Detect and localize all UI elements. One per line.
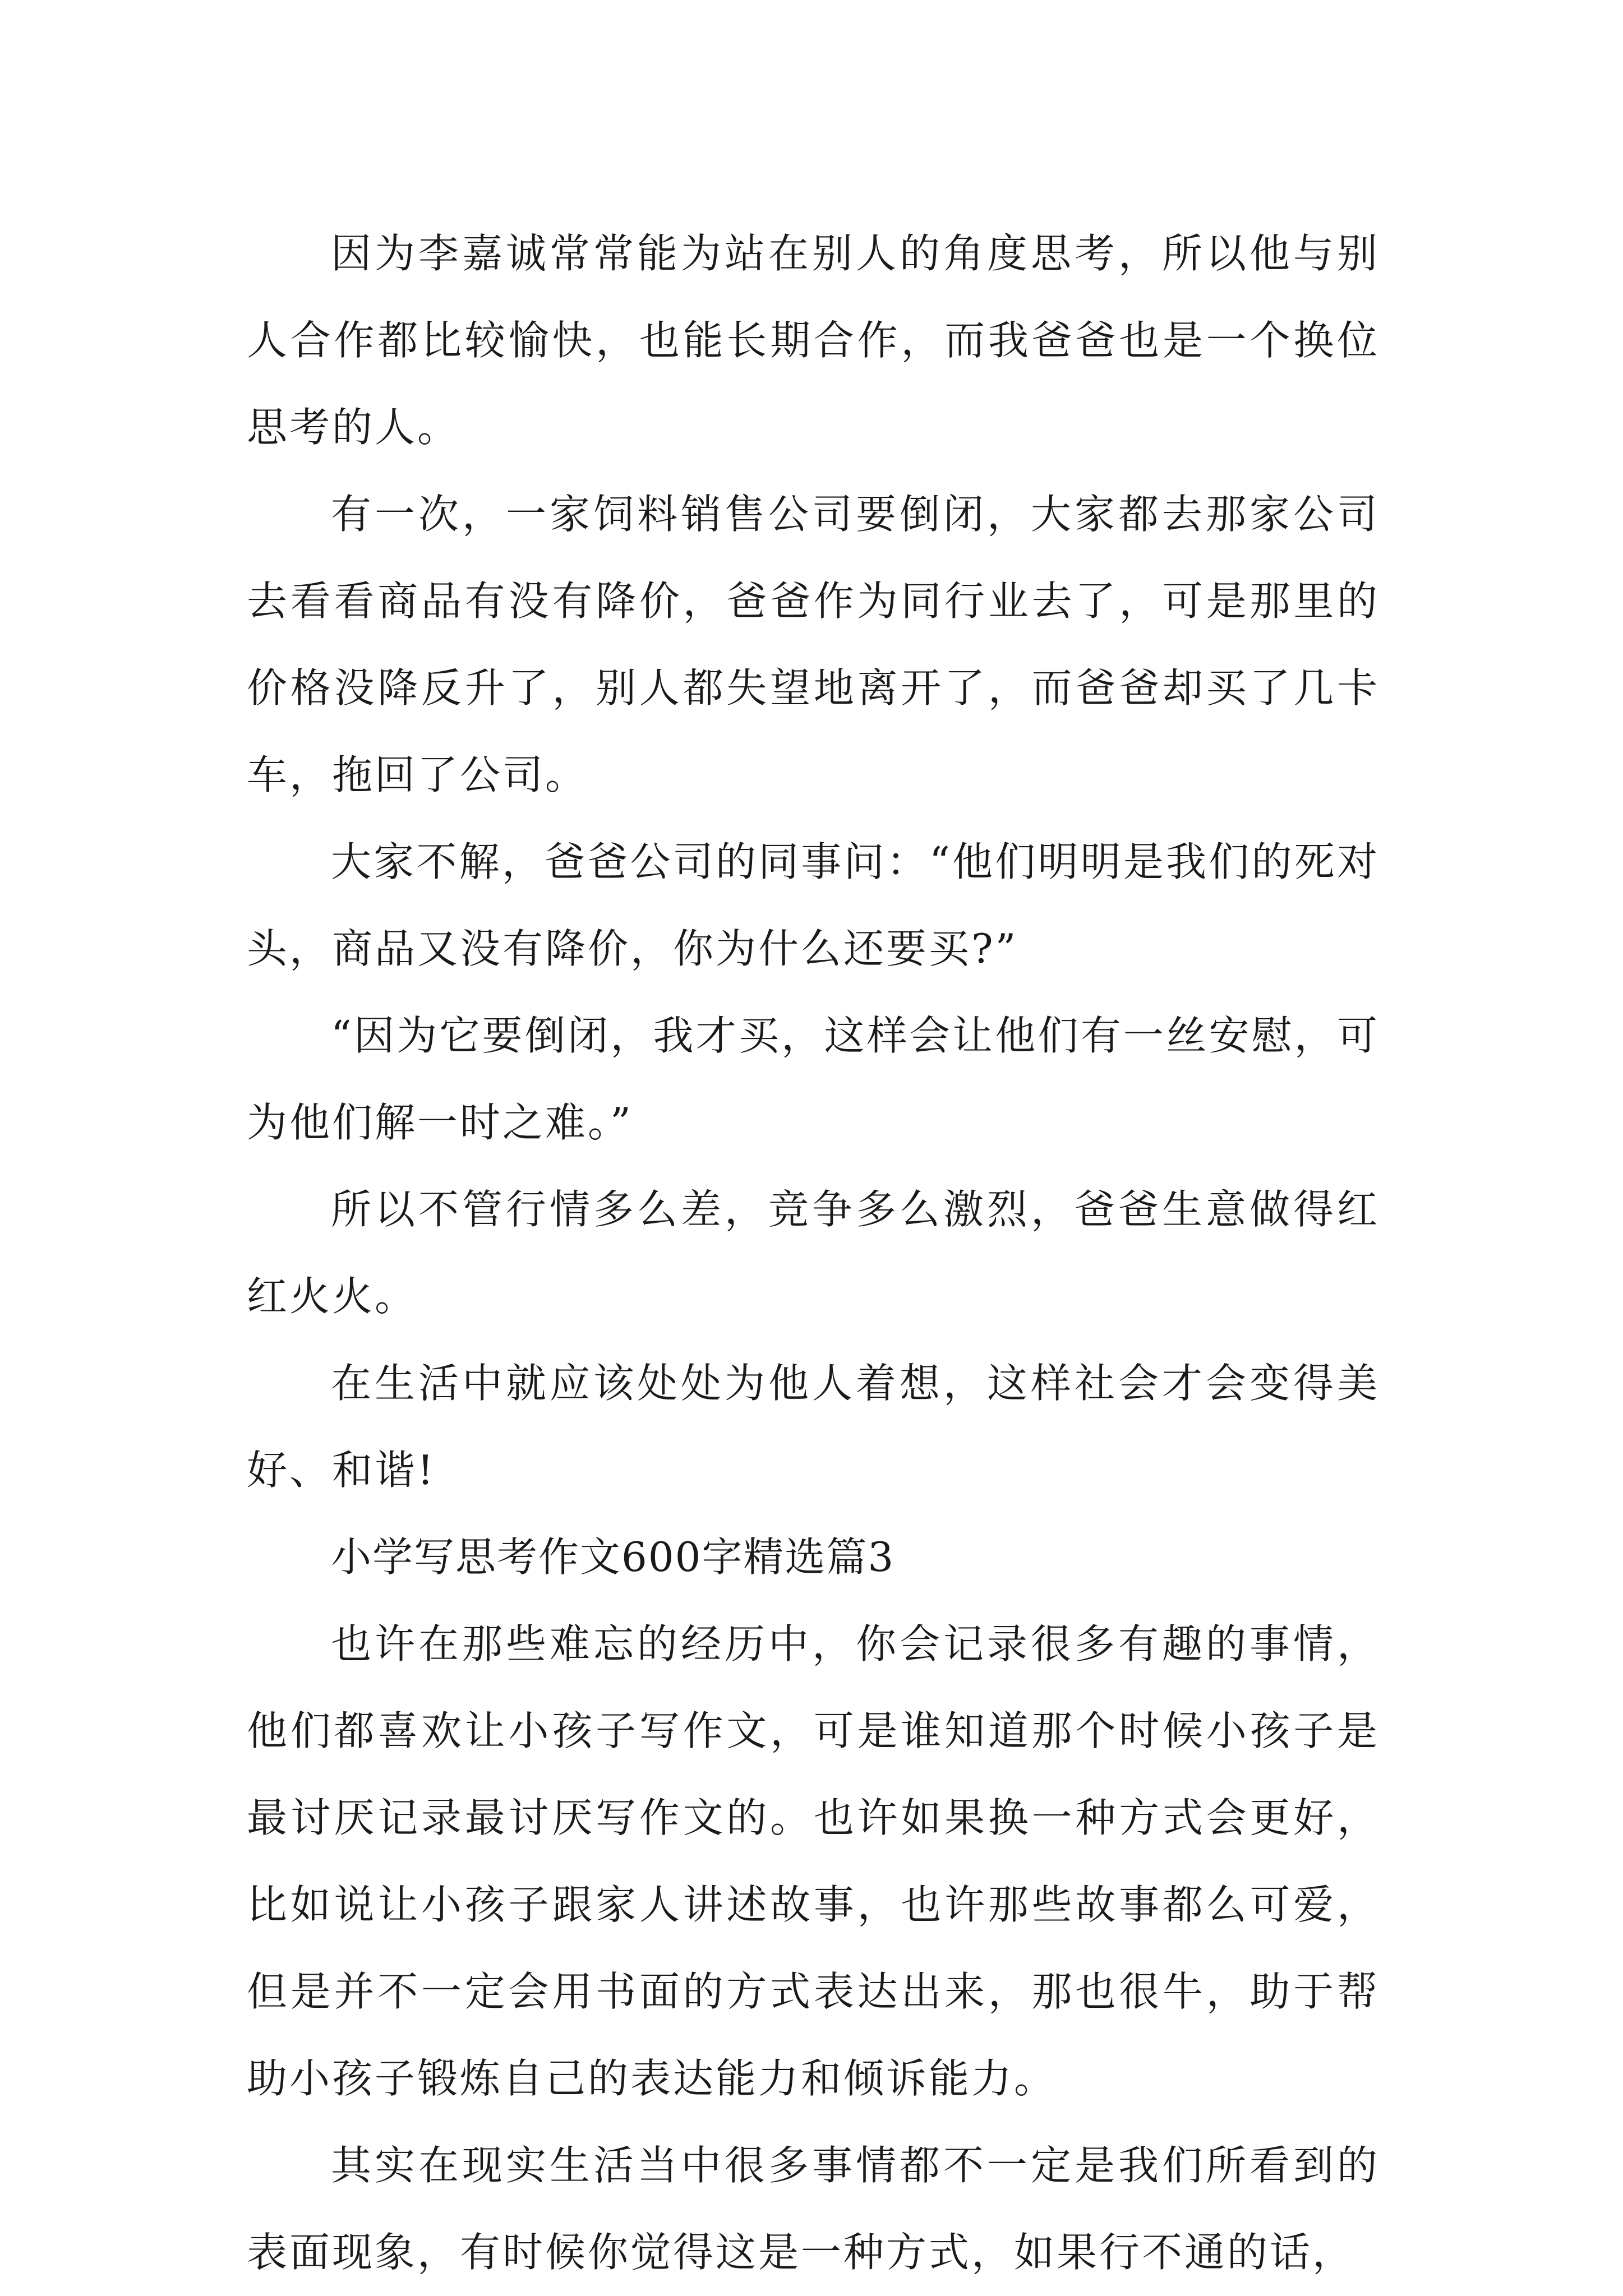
paragraph-1: 因为李嘉诚常常能为站在别人的角度思考，所以他与别人合作都比较愉快，也能长期合作，而我爸爸也是一个换位思考的人。: [247, 230, 1380, 451]
paragraph-5: 所以不管行情多么差，竞争多么激烈，爸爸生意做得红红火火。: [247, 1186, 1380, 1320]
paragraph-8: 其实在现实生活当中很多事情都不一定是我们所看到的表面现象，有时候你觉得这是一种方式，如果行不通的话，: [247, 2142, 1380, 2276]
paragraph-6: 在生活中就应该处处为他人着想，这样社会才会变得美好、和谐!: [247, 1360, 1380, 1494]
paragraph-7: 也许在那些难忘的经历中，你会记录很多有趣的事情，他们都喜欢让小孩子写作文，可是谁知道那个时候小孩子是最讨厌记录最讨厌写作文的。也许如果换一种方式会更好，比如说让小孩子跟家人讲述故事，也许那些故事都么可爱，但是并不一定会用书面的方式表达出来，那也很牛，助于帮助小孩子锻炼自己的表达能力和倾诉能力。: [247, 1620, 1380, 2102]
paragraph-2: 有一次，一家饲料销售公司要倒闭，大家都去那家公司去看看商品有没有降价，爸爸作为同行业去了，可是那里的价格没降反升了，别人都失望地离开了，而爸爸却买了几卡车，拖回了公司。: [247, 491, 1380, 798]
paragraph-4: “因为它要倒闭，我才买，这样会让他们有一丝安慰，可为他们解一时之难。”: [247, 1012, 1380, 1146]
document-body: [247, 210, 1380, 2296]
paragraph-3: 大家不解，爸爸公司的同事问：“他们明明是我们的死对头，商品又没有降价，你为什么还要买?”: [247, 838, 1380, 972]
section-heading: 小学写思考作文600字精选篇3: [331, 1533, 895, 1581]
